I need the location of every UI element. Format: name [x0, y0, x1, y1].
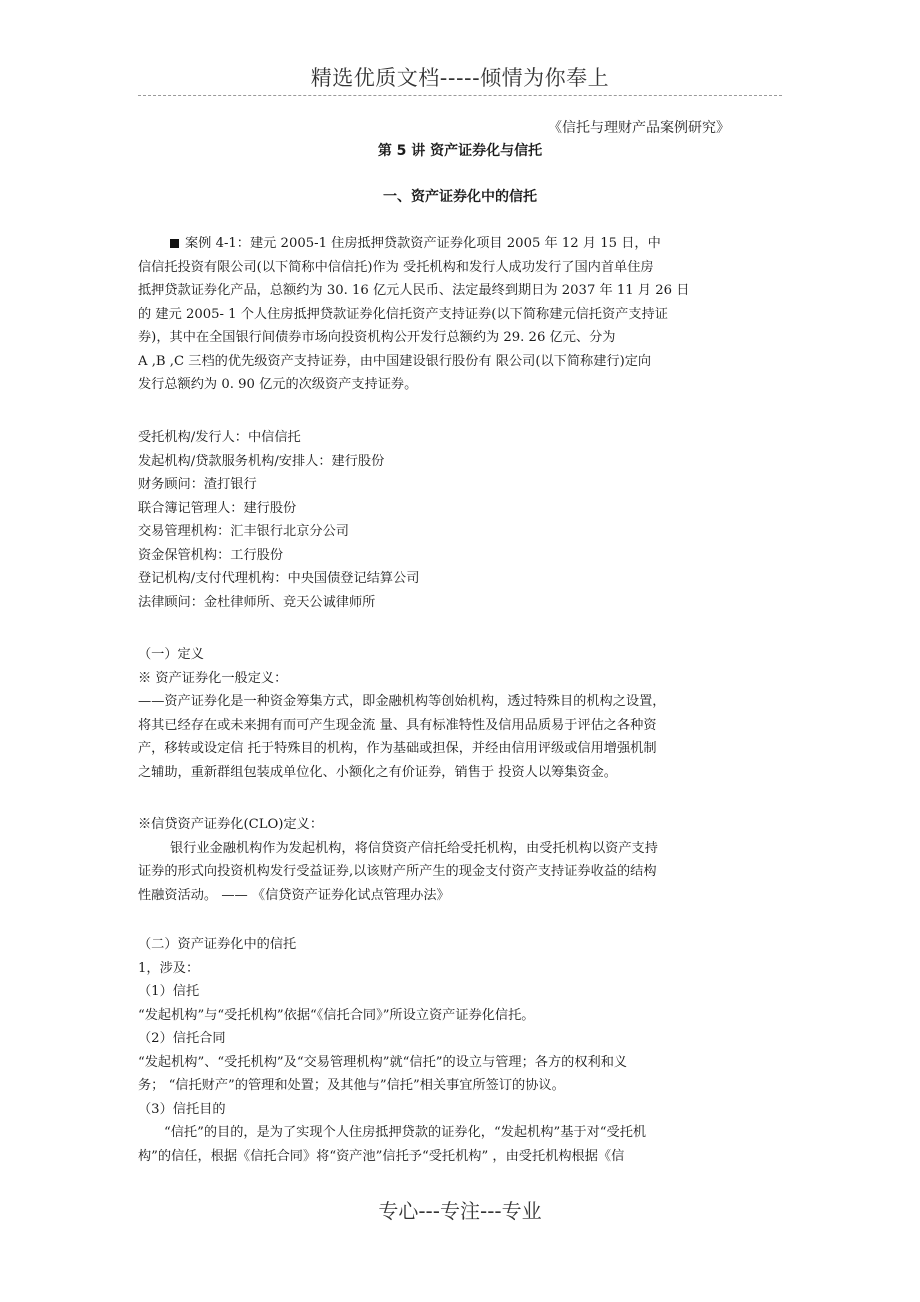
footer-banner: 专心---专注---专业 [378, 1199, 542, 1223]
party-item: 发起机构/贷款服务机构/安排人：建行股份 [138, 453, 385, 469]
header-banner: 精选优质文档-----倾情为你奉上 [310, 66, 610, 90]
involves-label: 1，涉及： [138, 960, 200, 976]
definition-heading: （一）定义 [138, 647, 204, 662]
party-item: 法律顾问：金杜律师所、竞天公诚律师所 [138, 594, 376, 610]
item-line: “信托”的目的，是为了实现个人住房抵押贷款的证券化，“发起机构”基于对“受托机 [164, 1125, 647, 1140]
party-item: 资金保管机构：工行股份 [138, 547, 284, 563]
case-line: 案例 4-1：建元 2005-1 住房抵押贷款资产证券化项目 2005 年 12 月 15 日，中 [138, 232, 786, 256]
case-line: A ,B ,C 三档的优先级资产支持证券，由中国建设银行股份有 限公司(以下简称建行)定向 [138, 353, 652, 369]
book-title: 《信托与理财产品案例研究》 [548, 120, 730, 136]
case-line: 的 建元 2005- 1 个人住房抵押贷款证券化信托资产支持证券(以下简称建元信托资产支持证 [138, 306, 668, 322]
general-definition-line: 之辅助，重新群组包装成单位化、小额化之有价证券，销售于 投资人以筹集资金。 [138, 764, 617, 780]
section-title: 一、资产证券化中的信托 [383, 189, 537, 205]
item-line: “发起机构”、“受托机构”及“交易管理机构”就“信托”的设立与管理；各方的权利和义 [138, 1054, 628, 1070]
party-item: 交易管理机构：汇丰银行北京分公司 [138, 524, 349, 539]
item-heading-trust-contract: （2）信托合同 [138, 1031, 226, 1046]
item-heading-trust: （1）信托 [138, 984, 200, 999]
case-line: 券)，其中在全国银行间债券市场向投资机构公开发行总额约为 29. 26 亿元、分为 [138, 330, 616, 345]
party-item: 联合簿记管理人：建行股份 [138, 500, 297, 516]
clo-definition-line: 银行业金融机构作为发起机构，将信贷资产信托给受托机构，由受托机构以资产支持 [170, 840, 658, 856]
trust-section-heading: （二）资产证券化中的信托 [138, 937, 297, 952]
lecture-title: 第 5 讲 资产证券化与信托 [377, 143, 543, 159]
trust-section [138, 933, 786, 1168]
definition-section [138, 643, 786, 784]
item-line: 构”的信任，根据《信托合同》将“资产池”信托予“受托机构” ，由受托机构根据《信 [138, 1148, 625, 1164]
clo-definition-heading: ※信贷资产证券化(CLO)定义： [138, 817, 324, 832]
general-definition-line: 产，移转或设定信 托于特殊目的机构，作为基础或担保，并经由信用评级或信用增强机制 [138, 741, 657, 756]
party-item: 财务顾问：渣打银行 [138, 477, 257, 492]
party-item: 受托机构/发行人：中信信托 [138, 430, 301, 445]
clo-definition-line: 证券的形式向投资机构发行受益证券,以该财产所产生的现金支付资产支持证券收益的结构 [138, 864, 657, 879]
case-line: 信信托投资有限公司(以下简称中信信托)作为 受托机构和发行人成功发行了国内首单住房 [138, 259, 654, 275]
case-paragraph [138, 232, 786, 397]
party-item: 登记机构/支付代理机构：中央国债登记结算公司 [138, 571, 420, 586]
header-divider [138, 95, 782, 96]
square-bullet-icon [170, 239, 179, 248]
case-line: 抵押贷款证券化产品，总额约为 30. 16 亿元人民币、法定最终到期日为 2037 年 11 月 26 日 [138, 283, 690, 298]
general-definition-heading: ※ 资产证券化一般定义： [138, 670, 288, 686]
item-line: 务； “信托财产”的管理和处置；及其他与”信托”相关事宜所签订的协议。 [138, 1078, 565, 1093]
clo-definition-line: 性融资活动。 —— 《信贷资产证券化试点管理办法》 [138, 887, 450, 903]
clo-definition [138, 813, 786, 907]
general-definition-line: 将其已经存在或未来拥有而可产生现金流 量、具有标准特性及信用品质易于评估之各种资 [138, 717, 657, 733]
case-line: 发行总额约为 0. 90 亿元的次级资产支持证券。 [138, 377, 418, 392]
general-definition-line: ——资产证券化是一种资金筹集方式，即金融机构等创始机构，透过特殊目的机构之设置， [138, 694, 666, 709]
item-heading-trust-purpose: （3）信托目的 [138, 1101, 226, 1117]
parties-list [138, 426, 786, 614]
item-line: “发起机构”与“受托机构”依据“《信托合同》”所设立资产证券化信托。 [138, 1007, 535, 1023]
